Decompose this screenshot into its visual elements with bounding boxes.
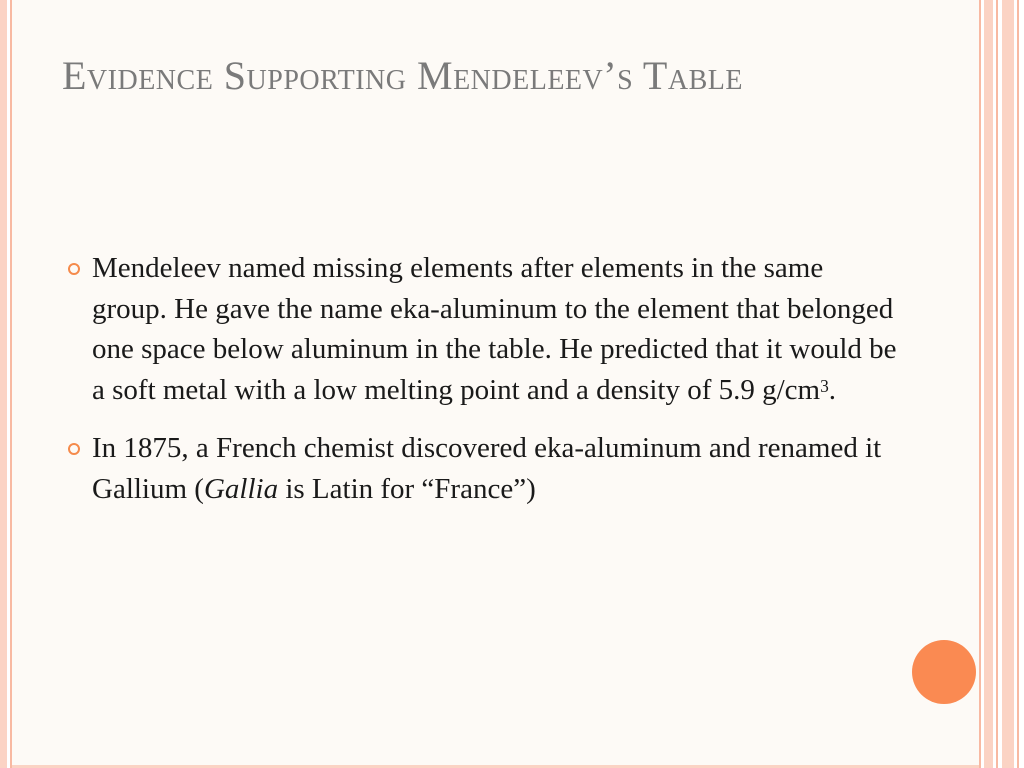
right-border-line: [996, 0, 998, 768]
bullet-list: [68, 248, 898, 527]
bullet-ring-icon: [68, 443, 80, 455]
decorative-circle: [912, 640, 976, 704]
bullet-text: Mendeleev named missing elements after elements in the same group. He gave the name eka-aluminum to the element that belonged one space below aluminum in the table. He predicted that it would be a soft metal with a low melting point and a density of 5.9 g/cm: [92, 252, 897, 406]
left-border-bar: [0, 0, 7, 768]
bullet-ring-icon: [68, 263, 80, 275]
bullet-suffix: .: [828, 373, 837, 406]
slide: [12, 0, 979, 768]
bullet-text-end: is Latin for “France”): [278, 472, 536, 505]
right-border-bar: [1002, 0, 1014, 768]
superscript: 3: [820, 375, 829, 396]
right-border-line: [979, 0, 981, 768]
italic-term: Gallia: [203, 472, 279, 505]
right-border-bar: [984, 0, 993, 768]
bullet-item-2: [68, 428, 898, 509]
bullet-text: In 1875, a French chemist discovered eka-aluminum and renamed it Gallium (: [92, 432, 882, 505]
right-border-line: [1017, 0, 1019, 768]
bullet-item-1: [68, 248, 898, 410]
slide-title: Evidence Supporting Mendeleev’s Table: [62, 53, 743, 98]
